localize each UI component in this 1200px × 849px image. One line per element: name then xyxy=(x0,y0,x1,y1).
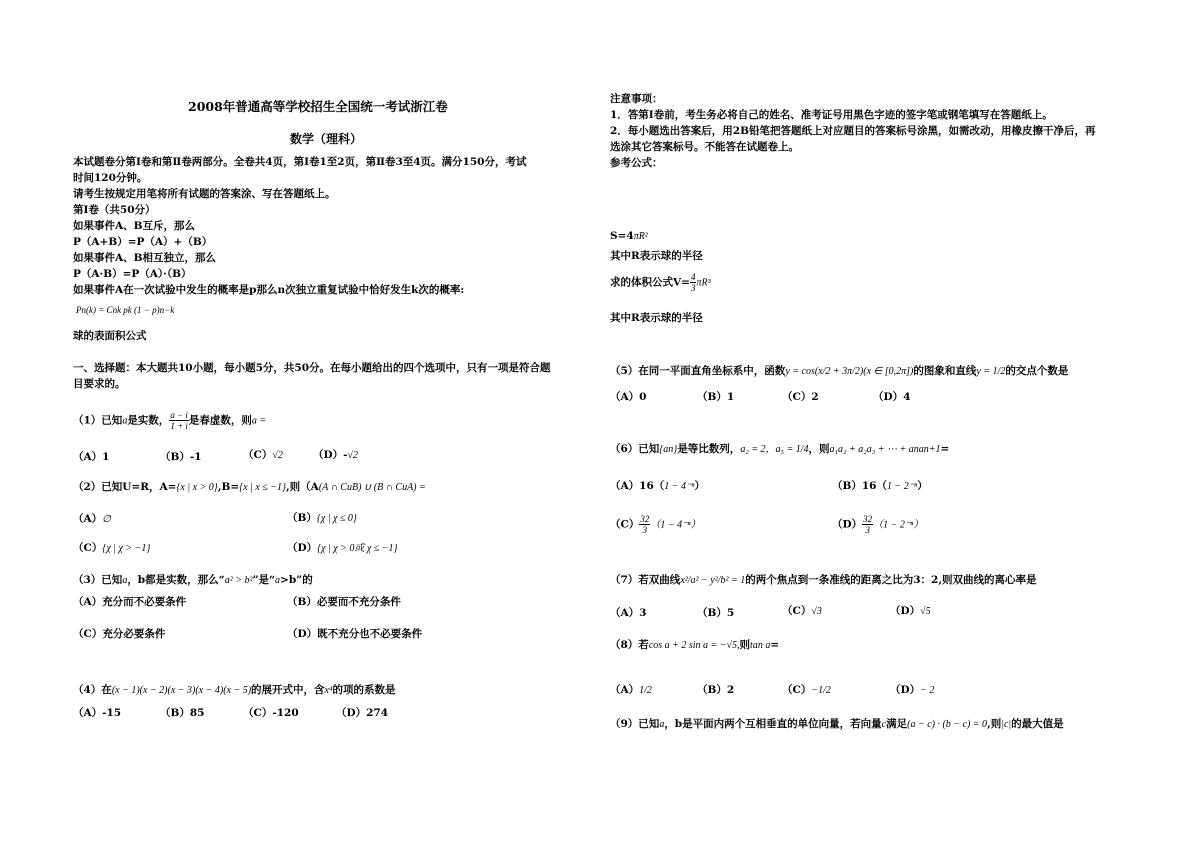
note-2-line-1: 2．每小题选出答案后，用2B铅笔把答题纸上对应题目的答案标号涂黑，如需改动，用橡皮擦干净后，再 xyxy=(610,125,1096,137)
sphere-area-formula: S=4πR² xyxy=(610,230,648,242)
question-7: （7）若双曲线x²/a² − y²/b² = 1的两个焦点到一条准线的距离之比为3：2,则双曲线的离心率是 xyxy=(610,574,1037,586)
q2-option-c: （C）{χ | χ > −1} xyxy=(73,542,151,554)
formula-line-3: 如果事件A、B相互独立，那么 xyxy=(73,252,217,264)
q3-option-c: （C）充分必要条件 xyxy=(73,628,166,640)
q5-option-b: （B）1 xyxy=(697,391,735,403)
q2-option-b: （B）{χ | χ ≤ 0} xyxy=(287,512,357,524)
q8-option-c: （C）−1/2 xyxy=(782,684,831,696)
part1-heading: 第Ⅰ卷（共50分） xyxy=(73,204,156,216)
q3-option-d: （D）既不充分也不必要条件 xyxy=(287,628,423,640)
q3-option-b: （B）必要而不充分条件 xyxy=(287,596,401,608)
q1-fraction: $\frac{a - i}{1 + i}$ xyxy=(170,410,188,431)
q1-option-c: （C）√2 xyxy=(243,449,283,461)
reference-heading: 参考公式： xyxy=(610,157,663,169)
formula-line-7: 球的表面积公式 xyxy=(73,330,147,342)
q7-option-b: （B）5 xyxy=(697,607,735,619)
question-3: （3）已知a，b都是实数，那么“a² > b²”是“a>b”的 xyxy=(73,574,313,586)
exam-subtitle: 数学（理科） xyxy=(290,132,363,146)
q4-option-c: （C）-120 xyxy=(243,707,299,719)
q5-option-c: （C）2 xyxy=(782,391,819,403)
note-1: 1．答第Ⅰ卷前，考生务必将自己的姓名、准考证号用黑色字迹的签字笔或钢笔填写在答题纸上。 xyxy=(610,109,1053,121)
q6-option-d: （D） $\frac{32}{3}$ （1 − 2⁻ⁿ） xyxy=(832,514,924,535)
question-6: （6）已知{an}是等比数列，a₂ = 2，a₅ = 1/4，则a₁a₂ + a₂a₃ + ⋯ + anan+1= xyxy=(610,443,950,455)
q2-option-a: （A）∅ xyxy=(73,513,111,525)
q1-option-d: （D）-√2 xyxy=(313,449,358,461)
radius-note-1: 其中R表示球的半径 xyxy=(610,250,703,262)
q6-option-a: （A）16（1 − 4⁻ⁿ） xyxy=(610,480,705,492)
intro-line-2: 时间120分钟。 xyxy=(73,172,148,184)
q1-option-b: （B）-1 xyxy=(160,451,202,463)
q8-option-a: （A）1/2 xyxy=(610,684,652,696)
formula-line-5: 如果事件A在一次试验中发生的概率是p那么n次独立重复试验中恰好发生k次的概率: xyxy=(73,284,465,296)
note-2-line-2: 选涂其它答案标号。不能答在试题卷上。 xyxy=(610,141,799,153)
q4-option-b: （B）85 xyxy=(160,707,205,719)
q7-option-d: （D）√5 xyxy=(890,605,931,617)
question-8: （8）若cos a + 2 sin a = −√5,则tan a= xyxy=(610,639,780,651)
section1-line-1: 一、选择题：本大题共10小题，每小题5分，共50分。在每小题给出的四个选项中，只有一项是符合题 xyxy=(73,362,551,374)
question-5: （5）在同一平面直角坐标系中，函数y = cos(x/2 + 3π/2)(x ∈ [0,2π])的图象和直线y = 1/2的交点个数是 xyxy=(610,365,1069,377)
section1-line-2: 目要求的。 xyxy=(73,378,126,390)
q3-option-a: （A）充分而不必要条件 xyxy=(73,596,187,608)
intro-line-3: 请考生按规定用笔将所有试题的答案涂、写在答题纸上。 xyxy=(73,188,336,200)
q8-option-d: （D）− 2 xyxy=(890,684,935,696)
notes-heading: 注意事项： xyxy=(610,93,663,105)
intro-line-1: 本试题卷分第Ⅰ卷和第Ⅱ卷两部分。全卷共4页，第Ⅰ卷1至2页，第Ⅱ卷3至4页。满分150分，考试 xyxy=(73,156,527,168)
question-1: （1）已知a是实数， $\frac{a - i}{1 + i}$ 是春虚数，则a = xyxy=(73,410,267,431)
formula-line-4: P（A·B）=P（A）·（B） xyxy=(73,268,192,280)
q7-option-a: （A）3 xyxy=(610,607,647,619)
q4-option-d: （D）274 xyxy=(336,707,389,719)
formula-line-1: 如果事件A、B互斥，那么 xyxy=(73,220,196,232)
question-2: （2）已知U=R，A={x | x > 0},B={x | x ≤ −1},则（A(A ∩ CuB) ∪ (B ∩ CuA) = xyxy=(73,481,426,493)
formula-line-2: P（A+B）=P（A）+（B） xyxy=(73,236,213,248)
q4-option-a: （A）-15 xyxy=(73,707,122,719)
sphere-volume-formula: 求的体积公式V= $\frac{4}{3}$ πR³ xyxy=(610,272,711,293)
question-4: （4）在(x − 1)(x − 2)(x − 3)(x − 4)(x − 5)的展开式中，含x⁴的项的系数是 xyxy=(73,684,396,696)
q5-option-a: （A）0 xyxy=(610,391,647,403)
exam-title: 2008年普通高等学校招生全国统一考试浙江卷 xyxy=(188,99,448,114)
q7-option-c: （C）√3 xyxy=(782,605,822,617)
q6-option-b: （B）16（1 − 2⁻ⁿ） xyxy=(832,480,928,492)
radius-note-2: 其中R表示球的半径 xyxy=(610,312,703,324)
q8-option-b: （B）2 xyxy=(697,684,735,696)
q5-option-d: （D）4 xyxy=(873,391,911,403)
q2-option-d: （D）{χ | χ > 0或 χ ≤ −1} xyxy=(287,542,398,554)
question-9: （9）已知a，b是平面内两个互相垂直的单位向量，若向量c满足(a − c) · (b − c) = 0,则|c|的最大值是 xyxy=(610,718,1064,730)
binomial-formula: Pn(k) = Cnk pk (1 − p)n−k xyxy=(76,305,175,315)
q1-option-a: （A）1 xyxy=(73,451,110,463)
q6-option-c: （C） $\frac{32}{3}$ （1 − 4⁻ⁿ） xyxy=(610,514,701,535)
